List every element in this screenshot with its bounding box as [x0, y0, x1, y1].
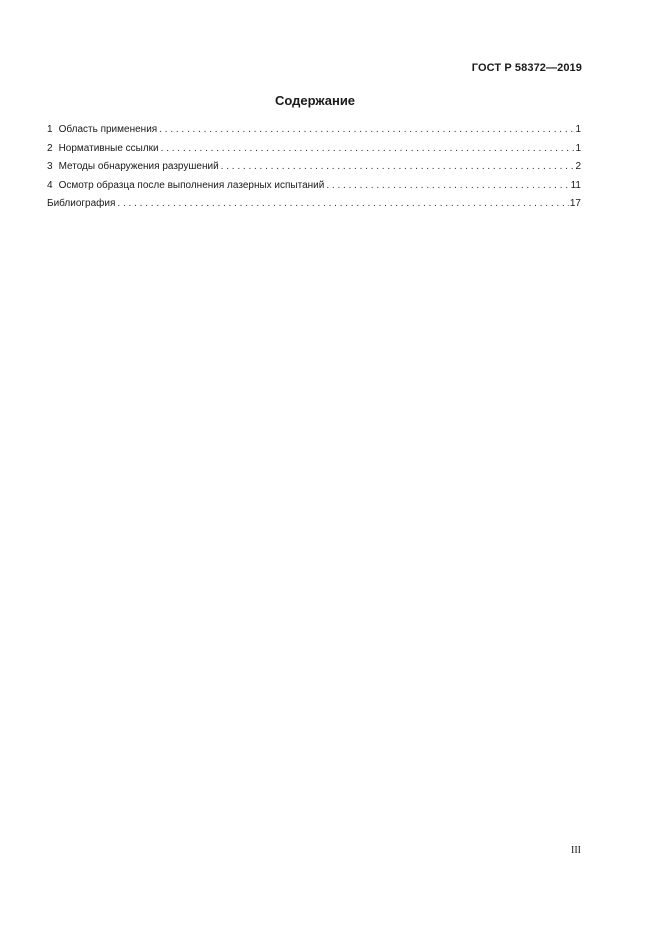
- toc-entry-number: 3: [47, 161, 53, 173]
- toc-entry-label: [47, 123, 157, 136]
- toc-entry-number: 2: [47, 142, 53, 154]
- toc-entry[interactable]: [47, 142, 581, 161]
- toc-leader-dots: [161, 142, 575, 155]
- toc-leader-dots: [117, 197, 568, 210]
- toc-entry-label: [47, 197, 115, 210]
- toc-entry-page: 1: [575, 124, 581, 135]
- toc-entry-text: Методы обнаружения разрушений: [58, 161, 219, 173]
- toc-entry-page: 2: [575, 161, 581, 173]
- toc-entry-label: [47, 179, 324, 192]
- toc-entry-page: 17: [569, 198, 581, 210]
- table-of-contents: [47, 123, 581, 216]
- toc-entry-page: 11: [570, 179, 581, 191]
- toc-entry-text: Область применения: [58, 124, 158, 135]
- toc-title: Содержание: [274, 93, 356, 108]
- toc-leader-dots: [326, 179, 569, 192]
- toc-entry-label: [47, 160, 219, 173]
- toc-entry[interactable]: [47, 123, 581, 142]
- page-number: III: [571, 845, 581, 856]
- toc-entry[interactable]: [47, 179, 581, 198]
- toc-entry-text: Нормативные ссылки: [58, 142, 159, 154]
- toc-entry-text: Библиография: [47, 198, 116, 210]
- toc-leader-dots: [159, 123, 574, 136]
- document-code: ГОСТ Р 58372—2019: [471, 62, 582, 74]
- toc-entry-number: 1: [47, 124, 53, 135]
- toc-entry-label: [47, 142, 159, 155]
- toc-entry-page: 1: [575, 142, 581, 154]
- toc-leader-dots: [221, 160, 575, 173]
- toc-entry[interactable]: [47, 160, 581, 179]
- toc-entry-number: 4: [47, 179, 53, 191]
- toc-entry-bibliography[interactable]: [47, 197, 581, 216]
- toc-entry-text: Осмотр образца после выполнения лазерных испытаний: [58, 179, 325, 191]
